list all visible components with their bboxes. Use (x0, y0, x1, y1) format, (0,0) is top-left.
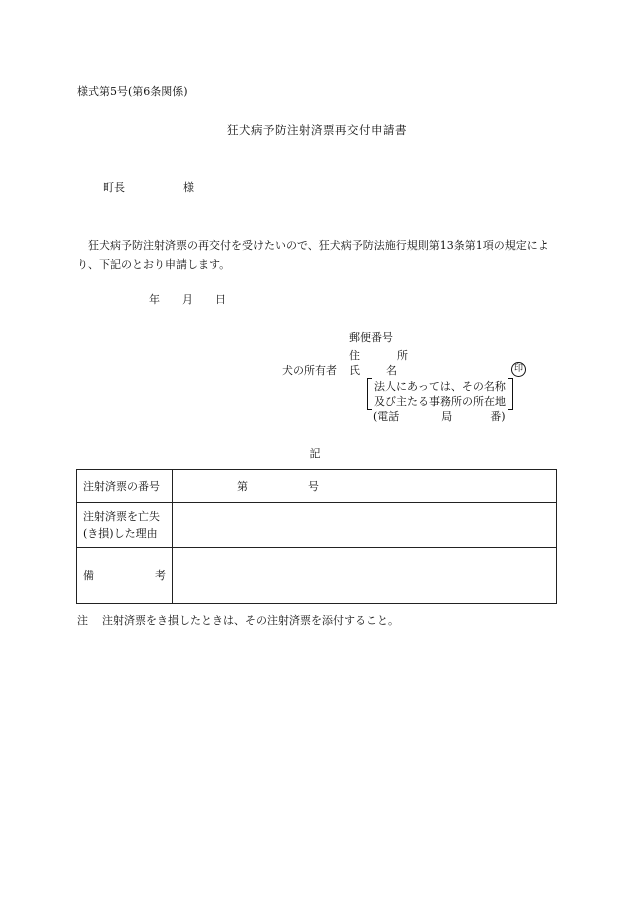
application-table (76, 469, 557, 604)
document-title: 狂犬病予防注射済票再交付申請書 (227, 123, 407, 137)
corporation-note-line2: 及び主たる事務所の所在地 (374, 395, 506, 408)
addressee-honorific: 様 (183, 181, 194, 194)
phone-line (373, 410, 506, 423)
phone-number: 番 (490, 410, 502, 423)
address-label-part1: 住 (349, 349, 360, 362)
phone-exchange: 局 (441, 410, 453, 423)
footnote (77, 614, 399, 627)
corporation-note (367, 378, 513, 410)
table-row (77, 548, 557, 604)
dog-owner-label: 犬の所有者 (282, 364, 337, 377)
certificate-number-field[interactable] (173, 470, 557, 503)
remarks-label-part1: 備 (83, 569, 94, 582)
phone-open: (電話 (373, 410, 400, 423)
certificate-number-prefix: 第 (237, 479, 248, 493)
loss-reason-label (77, 503, 173, 548)
table-row (77, 503, 557, 548)
loss-reason-label-line2: (き損)した理由 (83, 527, 158, 540)
footnote-marker: 注 (77, 614, 88, 627)
name-label-part2: 名 (386, 364, 397, 377)
phone-close: ) (501, 410, 506, 423)
postal-code-label: 郵便番号 (349, 331, 393, 344)
certificate-number-suffix: 号 (308, 479, 319, 493)
addressee (103, 181, 194, 194)
loss-reason-label-line1: 注射済票を亡失 (83, 510, 160, 523)
certificate-number-label: 注射済票の番号 (77, 470, 173, 503)
table-row (77, 470, 557, 503)
footnote-text: 注射済票をき損したときは、その注射済票を添付すること。 (102, 614, 399, 627)
remarks-label-part2: 考 (155, 569, 166, 582)
date-month: 月 (182, 293, 193, 306)
seal-mark: 印 (511, 362, 526, 377)
application-statement: 狂犬病予防注射済票の再交付を受けたいので、狂犬病予防法施行規則第13条第1項の規定により、下記のとおり申請します。 (77, 239, 549, 271)
remarks-field[interactable] (173, 548, 557, 604)
date-year: 年 (149, 293, 160, 306)
corporation-note-line1: 法人にあっては、その名称 (374, 380, 506, 393)
name-label-part1: 氏 (349, 364, 360, 377)
form-number: 様式第5号(第6条関係) (77, 85, 188, 98)
address-label-part2: 所 (397, 349, 408, 362)
loss-reason-field[interactable] (173, 503, 557, 548)
application-date (149, 293, 226, 306)
remarks-label (77, 548, 173, 604)
addressee-office: 町長 (103, 181, 125, 194)
date-day: 日 (215, 293, 226, 306)
record-heading: 記 (309, 447, 321, 460)
